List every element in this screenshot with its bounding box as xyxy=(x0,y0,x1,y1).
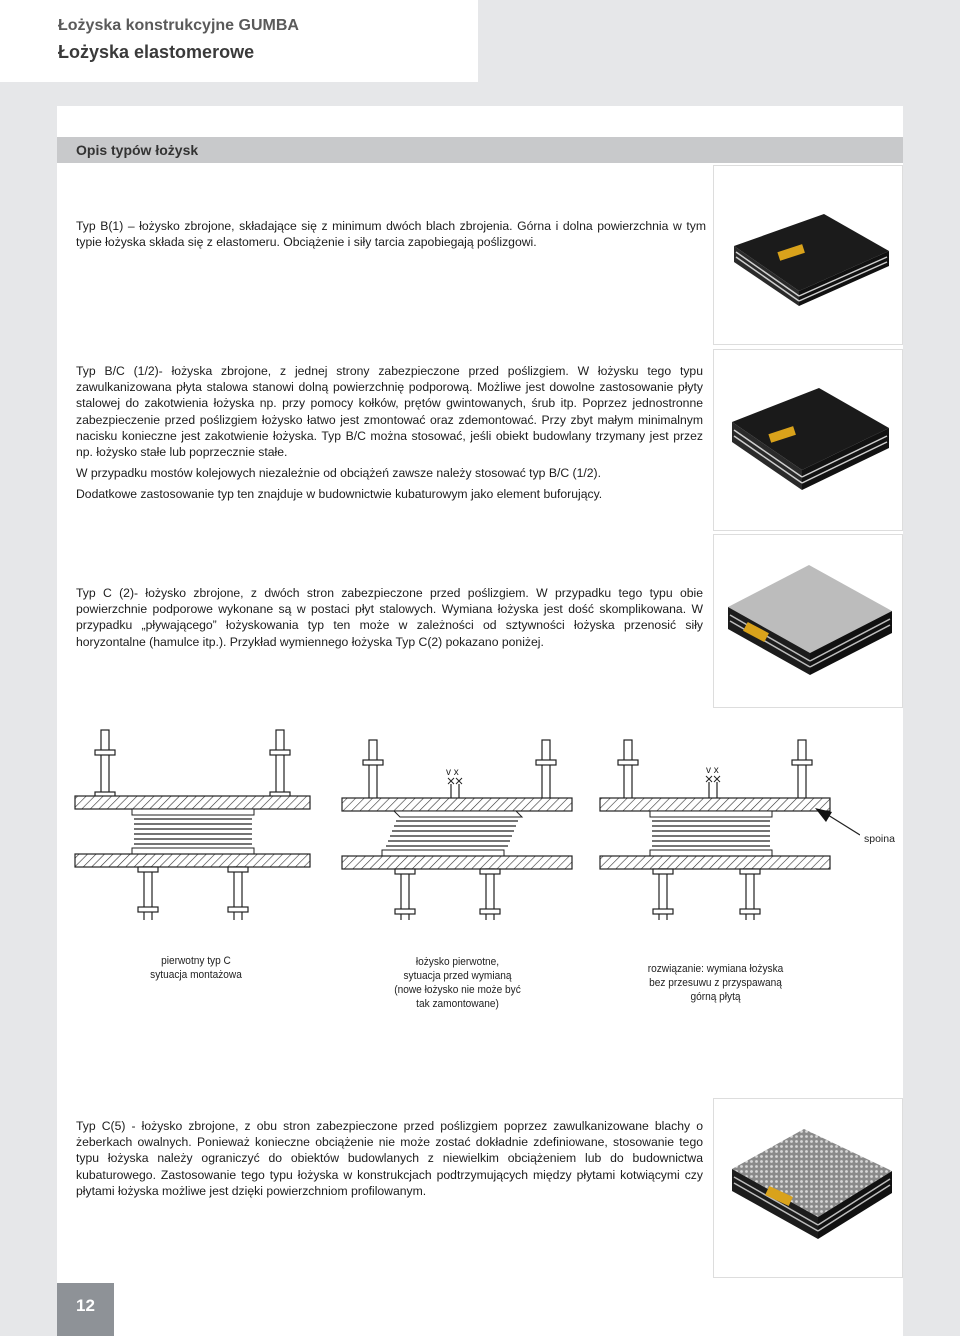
paragraph-type-b1: Typ B(1) – łożysko zbrojone, składające się z minimum dwóch blach zbrojenia. Górna i dolna powierzchnia w tym typie łożyska składa się z elastomeru. Obciążenie i siły tarcia zapobiegają poślizgowi. xyxy=(76,219,706,250)
header-subtitle: Łożyska elastomerowe xyxy=(58,42,255,62)
paragraph-railway: W przypadku mostów kolejowych niezależnie od obciążeń zawsze należy stosować typ B/C (1/2). xyxy=(76,466,601,480)
vx-label-2: v x xyxy=(446,767,459,778)
paragraph-type-bc: Typ B/C (1/2)- łożyska zbrojone, z jednej strony zabezpieczone przed poślizgiem. W łożysku tego typu zawulkanizowana płyta stalowa stanowi dolną powierzchnię podporową. Możliwe jest dowolne zastosowanie płyty stalowej do zakotwienia łożyska np. przy pomocy kołków, prętów gwintowanych, śrub itp. Poprzez jednostronne zabezpieczenie przed poślizgiem łożysko łatwo jest zmontować oraz zdemontować. Przy zbyt małym minimalnym nacisku konieczne jest zakotwienie łożyska. Typ B/C można stosować, jeśli obiekt budowlany trzymany jest przez np. łożysko stałe lub poprzecznie stałe. xyxy=(76,364,703,460)
caption-original: pierwotny typ C sytuacja montażowa xyxy=(150,955,242,981)
bearing-photo-bc xyxy=(713,349,903,531)
paragraph-type-c5: Typ C(5) - łożysko zbrojone, z obu stron zabezpieczone przed poślizgiem poprzez zawulkanizowane blachy o żeberkach owalnych. Ponieważ konieczne obciążenie nie może zostać dokładnie zdefiniowane, stosowanie tego typu łożyska należy ograniczyć do obiektów budowlanych z niewielkim obciążeniem lub do budownictwa kubaturowego. Zastosowanie tego typu łożyska w konstrukcjach podtrzymujących między płytami kotwiącymi czy płytami łożyska możliwe jest dzięki powierzchniom profilowanym. xyxy=(76,1119,703,1198)
section-title: Opis typów łożysk xyxy=(76,142,199,158)
bearing-photo-c2 xyxy=(713,534,903,708)
header-title: Łożyska konstrukcyjne GUMBA xyxy=(58,17,299,34)
caption-solution: rozwiązanie: wymiana łożyska bez przesuwu z przyspawaną górną płytą xyxy=(647,963,784,1003)
diagram-panel-solution xyxy=(600,740,860,920)
vx-label-3: v x xyxy=(706,765,719,776)
right-margin xyxy=(903,106,960,1336)
header-box xyxy=(0,0,478,82)
caption-before-replacement: łożysko pierwotne, sytuacja przed wymianą (nowe łożysko nie może być tak zamontowane) xyxy=(394,956,521,1010)
diagram-panel-original xyxy=(75,730,310,920)
diagram-panel-before-replacement xyxy=(342,740,572,920)
bearing-photo-b1 xyxy=(713,165,903,345)
weld-label: spoina xyxy=(864,833,895,845)
bearing-replacement-diagram xyxy=(60,720,860,920)
page-number: 12 xyxy=(76,1296,95,1315)
paragraph-type-c2: Typ C (2)- łożysko zbrojone, z dwóch stron zabezpieczone przed poślizgiem. W przypadku tego typu obie powierzchnie podporowe wykonane są w postaci płyt stalowych. Wymiana łożyska jest dość skomplikowana. W przypadku „pływającego” łożyskowania typ ten może w zależności od sztywności łożyska przenosić siły horyzontalne (hamulce itp.). Przykład wymiennego łożyska Typ C(2) pokazano poniżej. xyxy=(76,586,703,649)
page-number-box xyxy=(57,1283,114,1336)
paragraph-buffer: Dodatkowe zastosowanie typ ten znajduje w budownictwie kubaturowym jako element buforujący. xyxy=(76,487,603,501)
bearing-photo-c5 xyxy=(713,1098,903,1278)
